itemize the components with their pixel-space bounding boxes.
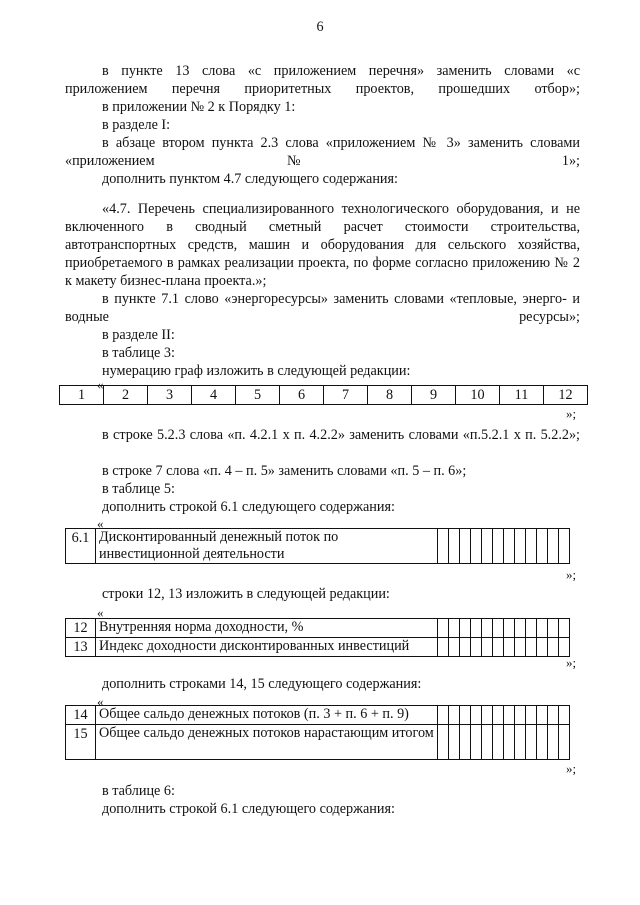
column-number-cell: 12 xyxy=(544,386,588,405)
row-number: 13 xyxy=(66,638,96,657)
paragraph-3: в разделе I: xyxy=(102,117,171,133)
open-quote-1: « xyxy=(97,377,104,392)
table5-rows-12-13 xyxy=(65,618,570,657)
column-number-cell: 6 xyxy=(280,386,324,405)
close-quote-1: »; xyxy=(566,406,577,421)
column-number-cell: 3 xyxy=(148,386,192,405)
row-text: Общее сальдо денежных потоков нарастающим итогом xyxy=(96,725,438,760)
row-number: 12 xyxy=(66,619,96,638)
table-row xyxy=(66,619,570,638)
open-quote-2: « xyxy=(97,516,104,531)
table5-row-6-1 xyxy=(65,528,570,564)
paragraph-10: нумерацию граф изложить в следующей редакции: xyxy=(102,363,411,379)
paragraph-5: дополнить пунктом 4.7 следующего содержания: xyxy=(102,171,398,187)
paragraph-17: в таблице 6: xyxy=(102,783,175,799)
open-quote-4: « xyxy=(97,694,104,709)
paragraph-18: дополнить строкой 6.1 следующего содержания: xyxy=(102,801,395,817)
column-number-cell: 10 xyxy=(456,386,500,405)
column-numbers-table xyxy=(59,385,588,405)
table-row xyxy=(66,706,570,725)
paragraph-12: в строке 7 слова «п. 4 – п. 5» заменить словами «п. 5 – п. 6»; xyxy=(102,463,467,479)
paragraph-1: в пункте 13 слова «с приложением перечня» заменить словами «с приложением перечня приоритетных проектов, прошедших отбор»; xyxy=(65,63,580,97)
column-number-cell: 9 xyxy=(412,386,456,405)
paragraph-15: строки 12, 13 изложить в следующей редакции: xyxy=(102,586,390,602)
table-row xyxy=(66,529,570,564)
column-number-cell: 7 xyxy=(324,386,368,405)
row-text: Индекс доходности дисконтированных инвестиций xyxy=(96,638,438,657)
paragraph-2: в приложении № 2 к Порядку 1: xyxy=(102,99,296,115)
table-row xyxy=(66,638,570,657)
paragraph-16: дополнить строками 14, 15 следующего содержания: xyxy=(102,676,422,692)
column-numbers-row xyxy=(60,386,588,405)
column-number-cell: 5 xyxy=(236,386,280,405)
paragraph-13: в таблице 5: xyxy=(102,481,175,497)
paragraph-11: в строке 5.2.3 слова «п. 4.2.1 х п. 4.2.2» заменить словами «п.5.2.1 х п. 5.2.2»; xyxy=(102,427,580,443)
close-quote-4: »; xyxy=(566,761,577,776)
column-number-cell: 2 xyxy=(104,386,148,405)
open-quote-3: « xyxy=(97,605,104,620)
column-number-cell: 4 xyxy=(192,386,236,405)
row-text: Общее сальдо денежных потоков (п. 3 + п. 6 + п. 9) xyxy=(96,706,438,725)
page-number: 6 xyxy=(316,19,324,35)
paragraph-14: дополнить строкой 6.1 следующего содержания: xyxy=(102,499,395,515)
column-number-cell: 1 xyxy=(60,386,104,405)
paragraph-6: «4.7. Перечень специализированного технологического оборудования, и не включенного в сводный сметный расчет стоимости строительства, автотранспортных средств, машин и оборудования для сельского хозяйства, приобретаемого в рамках реализации проекта, по форме согласно приложению № 2 к макету бизнес-плана проекта.»; xyxy=(65,201,580,289)
paragraph-7: в пункте 7.1 слово «энергоресурсы» заменить словами «тепловые, энерго- и водные ресурсы»; xyxy=(65,291,580,325)
close-quote-3: »; xyxy=(566,655,577,670)
row-text: Дисконтированный денежный поток по инвестиционной деятельности xyxy=(96,529,438,564)
table5-rows-14-15 xyxy=(65,705,570,760)
close-quote-2: »; xyxy=(566,567,577,582)
column-number-cell: 11 xyxy=(500,386,544,405)
paragraph-4: в абзаце втором пункта 2.3 слова «приложением № 3» заменить словами «приложением № 1»; xyxy=(65,135,580,169)
row-number: 6.1 xyxy=(66,529,96,564)
row-number: 14 xyxy=(66,706,96,725)
row-text: Внутренняя норма доходности, % xyxy=(96,619,438,638)
column-number-cell: 8 xyxy=(368,386,412,405)
table-row xyxy=(66,725,570,760)
paragraph-9: в таблице 3: xyxy=(102,345,175,361)
row-number: 15 xyxy=(66,725,96,760)
paragraph-8: в разделе II: xyxy=(102,327,175,343)
